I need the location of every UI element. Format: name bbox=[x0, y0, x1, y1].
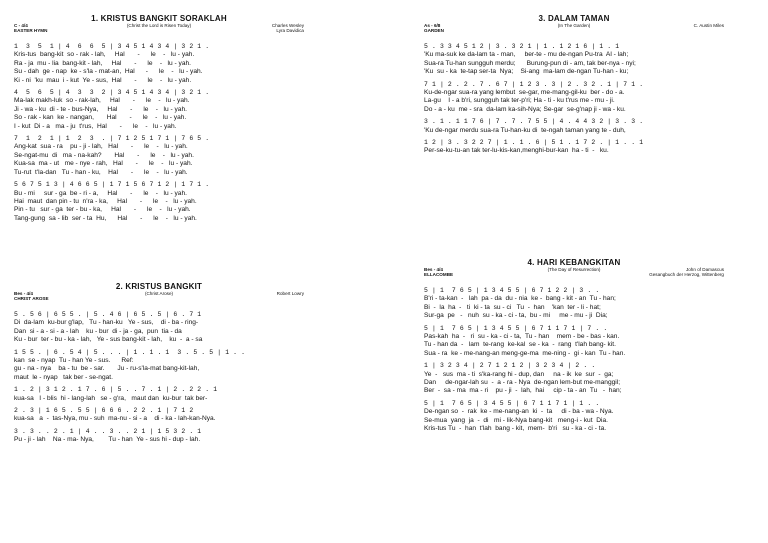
lyric-line: Ber - sa - ma ma - ri pu - ji - lah, hai cip - ta - an Tu - han; bbox=[424, 387, 622, 395]
stanza bbox=[424, 400, 724, 434]
lyric-line: La-gu I - a b'ri, sungguh tak ter-p'ri; Ha - ti - ku t'rus me - mu - ji. bbox=[424, 97, 615, 105]
lyric-line: Ku - bur ter - bu - ka - lah, Ye - sus bang-kit - lah, ku - a - sa bbox=[14, 336, 203, 344]
tune-name: ELLACOMBE bbox=[424, 272, 454, 277]
notation-line: 7 1 | 2 . 2 . 7 . 6 7 | 1 2 3 . 3 | 2 . 3 2 . 1 | 7 1 . bbox=[424, 80, 644, 88]
stanza bbox=[424, 118, 724, 135]
lyric-line: Se-ngat-mu di ma - na-kah? Hal - le - lu - yah. bbox=[14, 151, 194, 159]
hymn-title: 1. KRISTUS BANGKIT SORAKLAH bbox=[91, 14, 227, 23]
notation-line: 4 5 6 5 | 4 3 3 2 | 3 4 5 1 4 3 4 | 3 2 1 . bbox=[14, 89, 210, 97]
hymn-meta bbox=[14, 291, 304, 307]
lyric-line: B'ri - ta-kan - lah pa - da du - nia ke - bang - kit - an Tu - han; bbox=[424, 295, 616, 303]
hymn-meta bbox=[424, 23, 724, 39]
stanza bbox=[14, 181, 304, 223]
lyric-line: Kua-sa ma - ut me - nye - rah, Hal - le - lu - yah. bbox=[14, 160, 193, 168]
stanza bbox=[14, 386, 304, 403]
notation-line: 5 6 7 5 1 3 | 4 6 6 5 | 1 7 1 5 6 7 1 2 | 1 7 1 . bbox=[14, 181, 210, 189]
lyric-line: I - kut Di - a ma - ju t'rus, Hal - le - lu - yah. bbox=[14, 122, 177, 130]
hymn-4 bbox=[424, 258, 724, 434]
hymn-title: 2. KRISTUS BANGKIT bbox=[115, 282, 203, 291]
lyric-line: Bi - la ha - ti ki - ta su - ci Tu - han 'kan ter - li - hat; bbox=[424, 303, 601, 311]
hymn-translator: Gesangbuch der Herzog, Wittenberg bbox=[649, 272, 724, 277]
lyric-line: 'Ku su - ka te-tap ser-ta Nya; Si-ang ma-lam de-ngan Tu-han - ku; bbox=[424, 68, 629, 76]
key-signature: As - 6/8 bbox=[424, 23, 441, 28]
lyric-line: Ye - sus ma - ti s'ka-rang hi - dup, dan na - ik ke sur - ga; bbox=[424, 370, 614, 378]
hymn-translator: Lyra Davidica bbox=[276, 28, 304, 33]
key-signature: Bes - 4/4 bbox=[424, 267, 443, 272]
hymn-subtitle: (The Day of Resurrection) bbox=[547, 267, 601, 272]
hymn-title: 3. DALAM TAMAN bbox=[538, 14, 610, 23]
lyric-line: De-ngan so - rak ke - me-nang-an ki - ta di - ba - wa - Nya. bbox=[424, 408, 614, 416]
key-signature: Bes - 4/4 bbox=[14, 291, 33, 296]
lyric-line: Ku-de-ngar sua-ra yang lembut se-gar, me-mang-gil-ku ber - do - a. bbox=[424, 89, 625, 97]
lyric-line: Tu - han da - lam te-rang ke-kal se - ka - rang t'lah bang- kit. bbox=[424, 341, 616, 349]
lyric-line: Dan si - a - si - a - lah ku - bur di - ja - ga, pun tia - da bbox=[14, 327, 182, 335]
lyric-line: Ki - ni 'ku mau i - kut Ye - sus, Hal - le - lu - yah. bbox=[14, 76, 192, 84]
lyric-line: Kris-tus bang-kit so - rak - lah, Hal - le - lu - yah. bbox=[14, 51, 195, 59]
notation-line: 3 . 3 . . 2 . 1 | 4 . . 3 . . 2 1 | 1 5 3 2 . 1 bbox=[14, 427, 202, 435]
lyric-line: 'Ku de-ngar merdu sua-ra Tu-han-ku di te-ngah taman yang te - duh, bbox=[424, 126, 626, 134]
notation-line: 5 | 1 7 6 5 | 3 4 5 5 | 6 7 1 1 7 1 | 1 . . bbox=[424, 399, 600, 407]
notation-line: 1 | 3 2 3 4 | 2 7 1 2 1 2 | 3 2 3 4 | 2 . . bbox=[424, 362, 596, 370]
lyric-line: Per-se-ku-tu-an tak ter-lu-kis-kan,menghi-bur-kan ha - ti - ku. bbox=[424, 147, 609, 155]
hymn-subtitle: (In The Garden) bbox=[557, 23, 591, 28]
lyric-line: maut le - nyap tak ber - se-ngat. bbox=[14, 373, 113, 381]
notation-line: 1 . 2 | 3 1 2 . 1 7 . 6 | 5 . . 7 . 1 | 2 . 2 2 . 1 bbox=[14, 386, 218, 394]
stanza bbox=[14, 43, 304, 85]
lyric-line: kua-sa I - blis hi - lang-lah se - g'ra, maut dan ku-bur tak ber- bbox=[14, 394, 208, 402]
lyric-line: Tang-gung sa - lib ser - ta Hu, Hal - le - lu - yah. bbox=[14, 214, 197, 222]
lyric-line: So - rak - kan ke - nangan, Hal - le - lu - yah. bbox=[14, 114, 187, 122]
lyric-line: Pas-kah ha - ri su - ka - ci - ta, Tu - han mem - be - bas - kan. bbox=[424, 333, 620, 341]
stanza bbox=[424, 43, 724, 77]
stanza bbox=[14, 428, 304, 445]
notation-line: 1 3 5 1 | 4 6 6 5 | 3 4 5 1 4 3 4 | 3 2 1 . bbox=[14, 43, 210, 50]
hymn-3 bbox=[424, 14, 724, 156]
lyric-line: Pin - tu sur - ga ter - bu - ka, Hal - le - lu - yah. bbox=[14, 206, 191, 214]
hymn-1 bbox=[14, 14, 304, 223]
stanza bbox=[14, 407, 304, 424]
lyric-line: kan se - nyap Tu - han Ye - sus. Ref: bbox=[14, 357, 134, 365]
lyric-line: Sua-ra Tu-han sungguh merdu; Burung-pun di - am, tak ber-nya - nyi; bbox=[424, 59, 636, 67]
lyric-line: gu - na - nya ba - tu be - sar. Ju - ru-s'la-mat bang-kit-lah, bbox=[14, 365, 200, 373]
lyric-line: Sur-ga pe - nuh su - ka - ci - ta, bu - mi me - mu - ji Dia; bbox=[424, 312, 608, 320]
notation-line: 1 5 5 . | 6 . 5 4 | 5 . . . | 1 . 1 . 1 3 . 5 . 5 | 1 . . bbox=[14, 348, 246, 356]
hymn-2 bbox=[14, 282, 304, 445]
stanza bbox=[424, 287, 724, 321]
hymn-author: Charles Wesley bbox=[271, 23, 304, 28]
hymn-subtitle: (Christ the Lord is Risen Today) bbox=[126, 23, 192, 28]
hymn-title: 4. HARI KEBANGKITAN bbox=[527, 258, 621, 267]
hymn-author: John of Damascus bbox=[685, 267, 724, 272]
notation-line: 7 1 2 1 | 1 2 3 . | 7 1 2 5 1 7 1 | 7 6 5 . bbox=[14, 135, 210, 143]
lyric-line: Su - dah ge - nap ke - s'la - mat-an, Hal - le - lu - yah. bbox=[14, 68, 203, 76]
stanza bbox=[14, 89, 304, 131]
hymn-subtitle: (Christ Arose) bbox=[144, 291, 174, 296]
stanza bbox=[424, 81, 724, 115]
tune-name: EASTER HYMN bbox=[14, 28, 48, 33]
stanza bbox=[14, 349, 304, 383]
lyric-line: Bu - mi sur - ga be - ri - a, Hal - le - lu - yah. bbox=[14, 189, 187, 197]
hymn-author: Robert Lowry bbox=[276, 291, 304, 296]
lyric-line: 'Ku ma-suk ke da-lam ta - man, ber-te - mu de-ngan Pu-tra Al - lah; bbox=[424, 51, 629, 59]
tune-name: CHRIST AROSE bbox=[14, 296, 49, 301]
notation-line: 5 . 3 3 4 5 1 2 | 3 . 3 2 1 | 1 . 1 2 1 6 | 1 . 1 bbox=[424, 43, 620, 50]
lyric-line: Tu-rut t'la-dan Tu - han - ku, Hal - le - lu - yah. bbox=[14, 168, 188, 176]
stanza bbox=[14, 311, 304, 345]
stanza bbox=[424, 325, 724, 359]
hymn-meta bbox=[14, 23, 304, 39]
notation-line: 5 . 5 6 | 6 5 5 . | 5 . 4 6 | 6 5 . 5 | 6 . 7 1 bbox=[14, 311, 202, 318]
stanza bbox=[424, 362, 724, 396]
notation-line: 3 . 1 . 1 1 7 6 | 7 . 7 . 7 5 5 | 4 . 4 4 3 2 | 3 . 3 . bbox=[424, 118, 644, 126]
lyric-line: Ma-lak makh-luk so - rak-lah, Hal - le - lu - yah. bbox=[14, 97, 190, 105]
lyric-line: Sua - ra ke - me-nang-an meng-ge-ma me-ning - gi - kan Tu - han. bbox=[424, 349, 626, 357]
lyric-line: Di da-lam ku-bur g'lap, Tu - han-ku Ye - sus, di - ba - ring- bbox=[14, 319, 199, 327]
lyric-line: Hai maut dan pin - tu n'ra - ka, Hal - le - lu - yah. bbox=[14, 197, 197, 205]
hymn-meta bbox=[424, 267, 724, 283]
key-signature: C - 4/4 bbox=[14, 23, 28, 28]
tune-name: GARDEN bbox=[424, 28, 444, 33]
lyric-line: kua-sa a - tas-Nya, mu - suh ma-nu - si - a di - ka - lah-kan-Nya. bbox=[14, 415, 216, 423]
notation-line: 5 | 1 7 6 5 | 1 3 4 5 5 | 6 7 1 1 7 1 | 7 . . bbox=[424, 324, 608, 332]
stanza bbox=[14, 135, 304, 177]
lyric-line: Ang-kat sua - ra pu - ji - lah, Hal - le - lu - yah. bbox=[14, 143, 188, 151]
lyric-line: Pu - ji - lah Na - ma- Nya, Tu - han Ye - sus hi - dup - lah. bbox=[14, 436, 201, 444]
stanza bbox=[424, 139, 724, 156]
lyric-line: Ji - wa - ku di - te - bus-Nya, Hal - le - lu - yah. bbox=[14, 105, 187, 113]
lyric-line: Ra - ja mu - lia bang-kit - lah, Hal - le - lu - yah. bbox=[14, 59, 191, 67]
lyric-line: Kris-tus Tu - han t'lah bang - kit, mem- b'ri su - ka - ci - ta. bbox=[424, 425, 607, 433]
lyric-line: Do - a - ku me - sra da-lam ka-sih-Nya; Se-gar se-g'nap ji - wa - ku. bbox=[424, 105, 626, 113]
notation-line: 2 . 3 | 1 6 5 . 5 5 | 6 6 6 . 2 2 . 1 | 7 1 2 bbox=[14, 407, 194, 415]
hymn-author: C. Austin Miles bbox=[693, 23, 724, 28]
lyric-line: Se-mua yang ja - di mi - lik-Nya bang-kit meng-i - kut Dia. bbox=[424, 416, 608, 424]
lyric-line: Dan de-ngar-lah su - a - ra - Nya de-ngan lem-but me-manggil; bbox=[424, 379, 621, 387]
notation-line: 5 | 1 7 6 5 | 1 3 4 5 5 | 6 7 1 2 2 | 3 . . bbox=[424, 287, 600, 294]
notation-line: 1 2 | 3 . 3 2 2 7 | 1 . 1 . 6 | 5 1 . 1 7 2 . | 1 . . 1 bbox=[424, 139, 644, 147]
